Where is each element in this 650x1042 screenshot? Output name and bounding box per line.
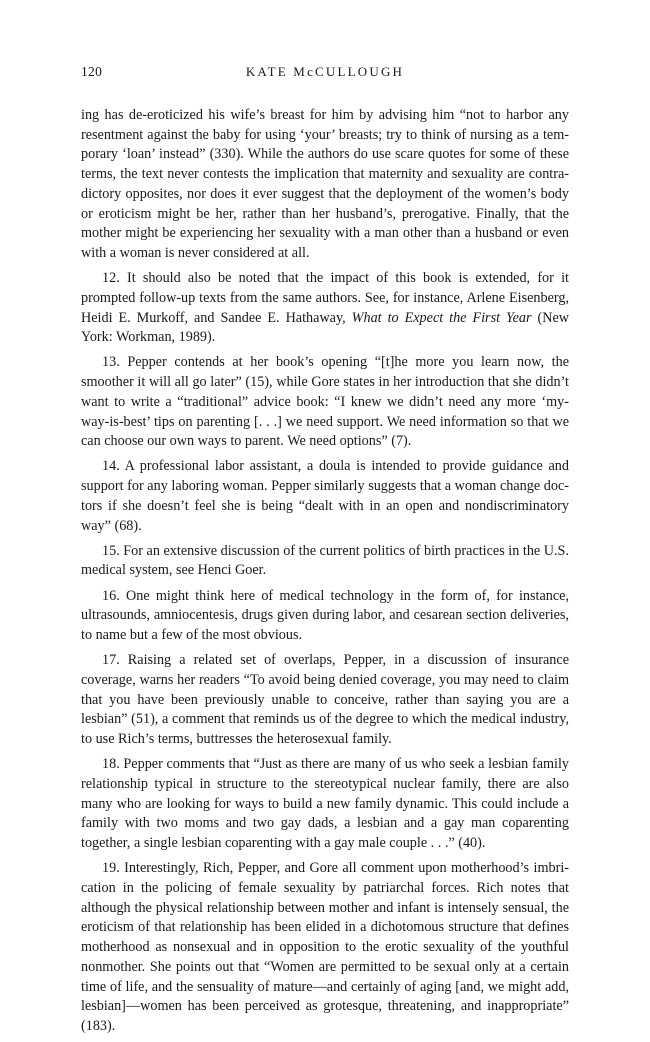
page-header xyxy=(81,64,569,82)
running-head-author: KATE McCULLOUGH xyxy=(245,64,405,79)
note-17: 17. Raising a related set of overlaps, Pepper, in a discussion of insurance coverage, warns her readers “To avoid being denied coverage, you may need to claim that you have been previously unable to conceive, rather than saying you are a lesbian” (51), a comment that reminds us of the degree to which the medical industry, to use Rich’s terms, buttresses the heterosexual family. xyxy=(81,652,569,748)
page-number: 120 xyxy=(81,64,103,79)
note-16: 16. One might think here of medical technology in the form of, for instance, ultrasounds, amniocentesis, drugs given during labor, and cesarean section deliveries, to name but a few of the most obvious. xyxy=(81,587,569,644)
note-14: 14. A professional labor assistant, a doula is intended to provide guidance and support for any laboring woman. Pepper similarly suggests that a woman change doctors if she doesn’t feel she is being “dealt with in an open and nondiscriminatory way” (68). xyxy=(81,458,569,534)
note-12-book-title: What to Expect the First Year xyxy=(351,309,532,326)
note-continuation: ing has de-eroticized his wife’s breast for him by advising him “not to harbor any resentment against the baby for using ‘your’ breasts; try to think of nursing as a temporary ‘loan’ instead” (330). While the authors do use scare quotes for some of these terms, the text never contests the implication that maternity and sexuality are contradictory opposites, nor does it ever suggest that the deployment of the women’s body or eroticism might be her, rather than her husband’s, prerogative. Finally, that the mother might be experiencing her sexuality with a man other than a husband or even with a woman is never considered at all. xyxy=(81,107,569,261)
note-12-text: 12. It should also be noted that the impact of this book is extended, for it prompted follow-up texts from the same authors. See, for instance, Arlene Eisenberg, Heidi E. Murkoff, and Sandee E. Hathaway, xyxy=(81,270,569,326)
note-12-citation: (New York: Workman, 1989). xyxy=(81,309,569,346)
endnotes-body xyxy=(81,106,569,1042)
note-19: 19. Interestingly, Rich, Pepper, and Gore all comment upon motherhood’s imbrication in the policing of female sexuality by patriarchal forces. Rich notes that although the physical relationship between mother and infant is intensely sensual, the eroticism of that relationship has been elided in a dichotomous structure that defines motherhood as nonsexual and in opposition to the erotic sexuality of the youthful nonmother. She points out that “Women are permitted to be sexual only at a certain time of life, and the sensuality of mature—and certainly of aging [and, we might add, lesbian]—women has been perceived as grotesque, threatening, and inappropriate” (183). xyxy=(81,860,569,1034)
note-18: 18. Pepper comments that “Just as there are many of us who seek a lesbian family relationship typical in structure to the stereotypical nuclear family, there are also many who are looking for ways to build a new family dynamic. This could include a family with two moms and two gay dads, a lesbian and a gay man coparenting together, a single lesbian coparenting with a gay male couple . . .” (40). xyxy=(81,756,569,852)
note-15: 15. For an extensive discussion of the current politics of birth practices in the U.S. medical system, see Henci Goer. xyxy=(81,542,569,579)
note-12 xyxy=(81,269,569,348)
note-13: 13. Pepper contends at her book’s opening “[t]he more you learn now, the smoother it will all go later” (15), while Gore states in her introduction that she didn’t want to write a “traditional” advice book: “I knew we didn’t need any more ‘my-way-is-best’ tips on parenting [. . .] we need support. We need information so that we can choose our own ways to parent. We need options” (7). xyxy=(81,354,569,450)
